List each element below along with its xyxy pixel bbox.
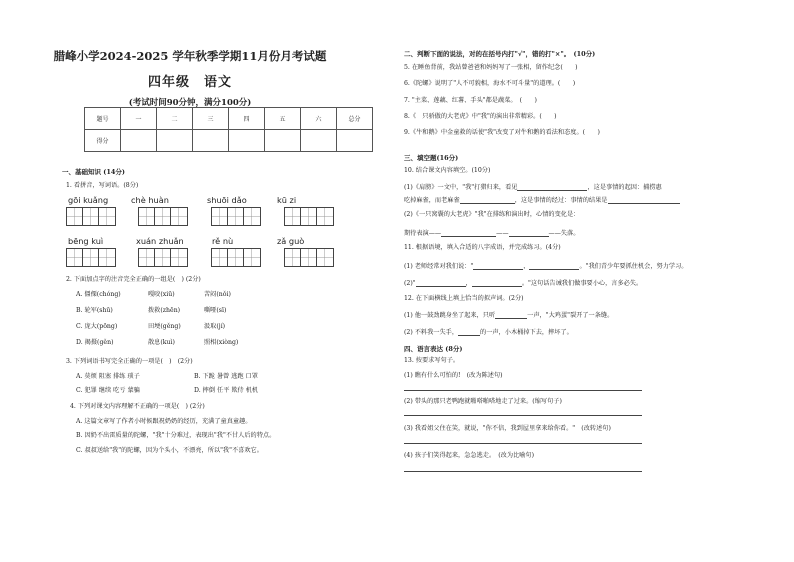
q3-text: 3. 下列词语书写完全正确的一项是( ) (2分): [66, 358, 193, 365]
q10-2-line: [404, 231, 579, 237]
q4-option: C. 叔叔送给"我"的陀螺，因为个头小，不漂亮，所以"我"不喜欢它。: [76, 447, 263, 454]
q2-option: 拨救(zhēn): [148, 307, 181, 314]
q2-option: D. 揭摄(gěn): [76, 339, 114, 346]
score-input-cell[interactable]: [193, 130, 229, 152]
q13-item: (4) 孩子们笑得起来，急急逃走。 (改为比喻句): [404, 452, 535, 459]
q10-1-text: ，这是事情的起因：捕捞惠: [587, 184, 662, 191]
q4-option: B. 因奶不出雷质量的陀螺，"我"十分难过，表现出"我"不甘人后的特点。: [76, 432, 276, 439]
answer-blank[interactable]: [495, 318, 527, 319]
q11-text-part: (1) 老师经常对我们说：": [404, 263, 474, 270]
q12-text-part: 的一声，小木桶掉下去，摔坏了。: [480, 329, 573, 336]
q10-1-text: (1)《肩膀》一文中，"我"打猎归来，看见: [404, 184, 518, 191]
q2-option: A. 僵傈(chóng): [76, 291, 121, 298]
answer-blank[interactable]: [529, 269, 579, 270]
answer-blank[interactable]: [416, 286, 466, 287]
pinyin-label: rě nù: [212, 236, 234, 246]
q2-option: 散息(kuì): [148, 339, 175, 346]
q4-option: A. 这篇文章写了作者小时候跟祝奶奶的经历，充满了童真童趣。: [76, 418, 252, 425]
score-input-cell[interactable]: [229, 130, 265, 152]
exam-subtitle: 四年级 语文: [147, 75, 232, 90]
judge-item: 9.《牛和鹅》中金童救的话使"我"改变了对牛和鹅的看法和态度。( ): [404, 129, 600, 136]
answer-blank[interactable]: [608, 203, 680, 204]
answer-blank[interactable]: [441, 236, 496, 237]
score-input-cell[interactable]: [121, 130, 157, 152]
q13-item: (1) 瞧有什么可怕的! (改为陈述句): [404, 372, 503, 379]
exam-note: (考试时间90分钟，满分100分): [128, 98, 252, 108]
score-input-cell[interactable]: [157, 130, 193, 152]
section2-heading: 二、判断下面的说法，对的在括号内打"√"，错的打"×"。 (10分): [404, 50, 596, 58]
q10-1-text: ，这是事情的经过：事情的结果是: [514, 197, 608, 204]
q12-text-part: 一声，"大鸡蛋"裂开了一条缝。: [527, 312, 614, 319]
score-input-cell[interactable]: [301, 130, 337, 152]
exam-title: 腊峰小学2024-2025 学年秋季学期11月份月考试题: [53, 49, 327, 63]
writing-grid[interactable]: [284, 207, 334, 226]
q11-2-line: [404, 281, 642, 287]
q4-text: 4. 下列对课文内容理解不正确的一项是( ) (2分): [70, 403, 205, 410]
answer-blank[interactable]: [509, 236, 549, 237]
pinyin-label: chè huàn: [131, 195, 169, 205]
answer-blank[interactable]: [517, 190, 587, 191]
score-cell: 二: [157, 108, 193, 130]
q13-item: (3) 我看姐父住在笑，就说，"你不信，我到屋里拿来给你看。" (改转述句): [404, 425, 611, 432]
section4-heading: 四、语言表达 (8分): [404, 345, 463, 353]
section3-heading: 三、填空题(16分): [404, 154, 459, 162]
answer-line[interactable]: [404, 443, 642, 444]
q1-text: 1. 看拼音，写词语。(8分): [66, 182, 139, 189]
q2-option: 汲取(jí): [204, 323, 226, 330]
answer-blank[interactable]: [473, 269, 523, 270]
answer-line[interactable]: [404, 471, 642, 472]
score-cell: 四: [229, 108, 265, 130]
answer-line[interactable]: [404, 390, 642, 391]
q3-option: C. 犯罪 继续 吃亏 蒙骗: [76, 387, 140, 394]
judge-item: 6.《陀螺》说明了"人不可貌相，海水不可斗量"的道理。( ): [404, 80, 576, 87]
score-header-row: [85, 108, 373, 130]
q3-option: A. 莫烦 阻塞 排练 琐子: [76, 373, 140, 380]
q10-1-text: 吃掉麻雀，而老麻雀: [404, 197, 460, 204]
q12-text-part: (1) 他一鼓劲跳身坐了起来，只听: [404, 312, 496, 319]
q3-option: D. 摔倒 任平 欺侍 机机: [194, 387, 259, 394]
score-cell: 题号: [85, 108, 121, 130]
q11-text-part: ，: [465, 280, 472, 287]
q12-2-line: [404, 330, 573, 336]
q12-1-line: [404, 313, 613, 319]
q11-text-part: ，: [523, 263, 530, 270]
answer-blank[interactable]: [472, 286, 522, 287]
score-cell: 五: [265, 108, 301, 130]
q10-1-line: [404, 198, 680, 204]
pinyin-label: kū zi: [277, 195, 297, 205]
q10-2-text: ——: [496, 230, 509, 237]
q2-option: C. 庞大(pōng): [76, 323, 118, 330]
writing-grid[interactable]: [284, 248, 334, 267]
answer-blank[interactable]: [460, 203, 515, 204]
q12-text: 12. 在下面横线上填上恰当的拟声词。(2分): [404, 295, 524, 302]
score-cell: 总分: [337, 108, 373, 130]
answer-blank[interactable]: [458, 335, 480, 336]
q2-option: 嘎咬(xiū): [148, 291, 175, 298]
pinyin-label: gōi kuǎng: [68, 195, 109, 205]
writing-grid[interactable]: [138, 248, 188, 267]
pinyin-label: xuán zhuǎn: [136, 236, 184, 246]
writing-grid[interactable]: [66, 248, 116, 267]
judge-item: 8.《 只骄傲的大老虎》中"我"的演出非常精彩。( ): [404, 113, 557, 120]
pinyin-label: bēng kuì: [68, 236, 104, 246]
q3-option: B. 下跪 暑曾 逃跑 口罩: [194, 373, 258, 380]
q11-1-line: [404, 264, 688, 270]
judge-item: 7. "主菜、莲藕、红薯、手头"都是蔬菜。 ( ): [404, 97, 537, 104]
judge-item: 5. 在睡鱼背前，我站曾爸爸和妈妈写了一张相，留作纪念( ): [404, 64, 578, 71]
q10-1-line: [404, 185, 662, 191]
q2-option: 田埂(gěng): [148, 323, 181, 330]
score-cell: 六: [301, 108, 337, 130]
score-input-cell[interactable]: [337, 130, 373, 152]
q10-2-text: 期待表演——: [404, 230, 442, 237]
pinyin-label: zǎ guò: [277, 236, 305, 246]
q2-option: 苦闷(nǒi): [204, 291, 231, 298]
writing-grid[interactable]: [138, 207, 188, 226]
q2-text: 2. 下面加点字的注音完全正确的一组是( ) (2分): [66, 276, 201, 283]
q10-2-text: (2)《一只窝囊的大老虎》"我"在排练和演出时，心情的变化是：: [404, 211, 580, 218]
score-cell: 三: [193, 108, 229, 130]
q12-text-part: (2) 不料我一失手，: [404, 329, 459, 336]
q2-option: 嘶哑(sī): [204, 307, 227, 314]
q10-2-text: ——失落。: [548, 230, 580, 237]
q13-text: 13. 按要求写句子。: [404, 357, 460, 364]
answer-line[interactable]: [404, 415, 642, 416]
score-table: [84, 107, 373, 152]
q10-text: 10. 结合课文内容填空。(10分): [404, 167, 491, 174]
score-input-cell[interactable]: [265, 130, 301, 152]
writing-grid[interactable]: [211, 248, 261, 267]
q2-option: B. 轮军(shū): [76, 307, 113, 314]
q11-text: 11. 根据语境，填入合适的八字成语，并完成练习。(4分): [404, 244, 561, 251]
pinyin-label: shuōi dǎo: [207, 195, 247, 205]
writing-grid[interactable]: [66, 207, 116, 226]
q2-option: 照相(xiòng): [204, 339, 239, 346]
score-value-row: [85, 130, 373, 152]
score-cell: 得分: [85, 130, 121, 152]
writing-grid[interactable]: [211, 207, 261, 226]
q13-item: (2) 带头的那只老鸭跑就啪嗒啪嗒地走了过来。(缩写句子): [404, 398, 562, 405]
q11-text-part: 。"这句话告诫我们做事要小心，言多必失。: [521, 280, 643, 287]
score-cell: 一: [121, 108, 157, 130]
section1-heading: 一、基础知识 (14分): [62, 168, 125, 176]
q11-text-part: 。"我们青少年要抓住机会，努力学习。: [579, 263, 688, 270]
q11-text-part: (2)": [404, 280, 416, 287]
